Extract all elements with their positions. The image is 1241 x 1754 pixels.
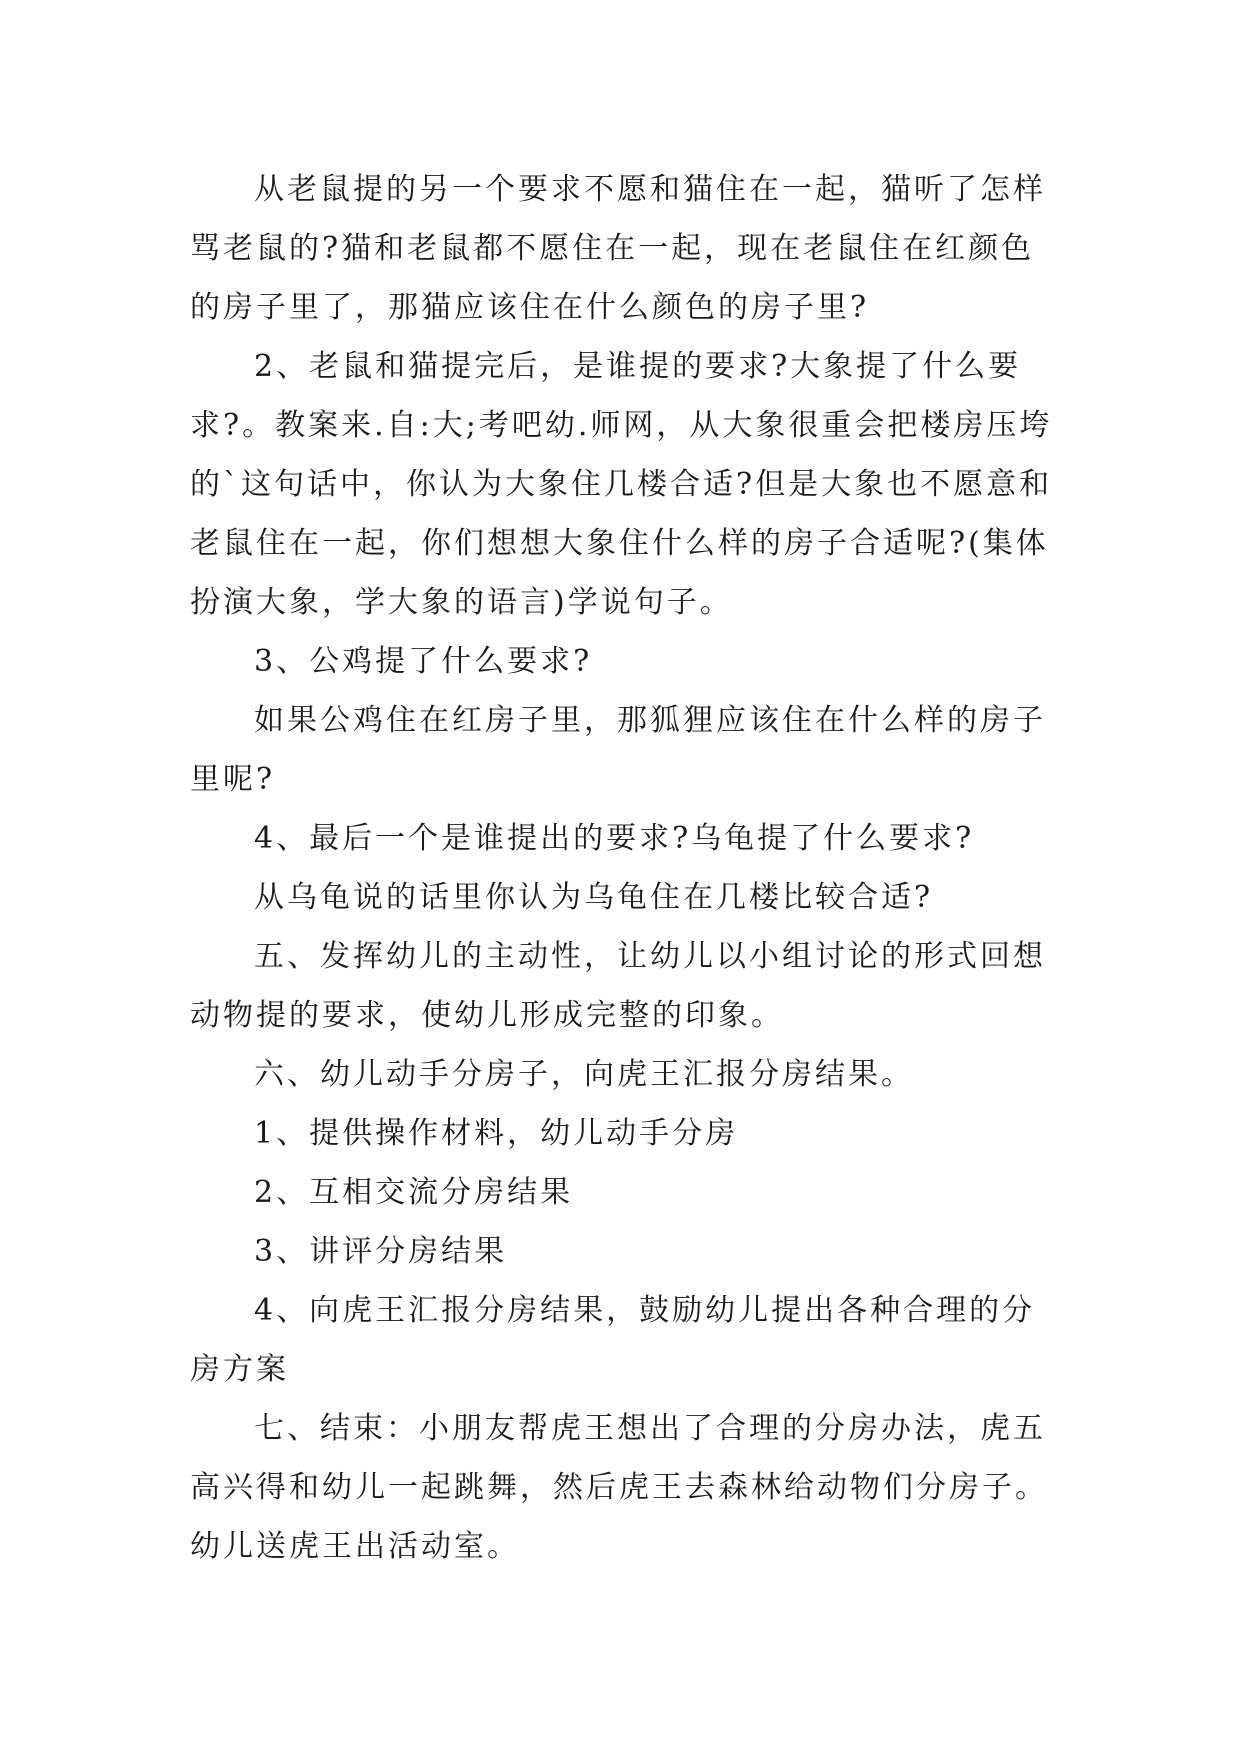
paragraph-4: 如果公鸡住在红房子里，那狐狸应该住在什么样的房子里呢? xyxy=(190,703,1046,797)
paragraph-3: 3、公鸡提了什么要求? xyxy=(254,644,593,679)
document-body xyxy=(190,160,1060,1576)
paragraph-12: 4、向虎王汇报分房结果，鼓励幼儿提出各种合理的分房方案 xyxy=(190,1293,1036,1387)
paragraph-10: 2、互相交流分房结果 xyxy=(254,1175,574,1210)
paragraph-7: 五、发挥幼儿的主动性，让幼儿以小组讨论的形式回想动物提的要求，使幼儿形成完整的印象。 xyxy=(190,939,1046,1033)
paragraph-1: 从老鼠提的另一个要求不愿和猫住在一起，猫听了怎样骂老鼠的?猫和老鼠都不愿住在一起，现在老鼠住在红颜色的房子里了，那猫应该住在什么颜色的房子里? xyxy=(190,172,1046,325)
paragraph-5: 4、最后一个是谁提出的要求?乌龟提了什么要求? xyxy=(254,821,975,856)
paragraph-11: 3、讲评分房结果 xyxy=(254,1234,508,1269)
paragraph-9: 1、提供操作材料，幼儿动手分房 xyxy=(254,1116,739,1151)
paragraph-8: 六、幼儿动手分房子，向虎王汇报分房结果。 xyxy=(254,1057,914,1092)
paragraph-6: 从乌龟说的话里你认为乌龟住在几楼比较合适? xyxy=(254,880,934,915)
paragraph-2: 2、老鼠和猫提完后，是谁提的要求?大象提了什么要求?。教案来.自:大;考吧幼.师网，从大象很重会把楼房压垮的`这句话中，你认为大象住几楼合适?但是大象也不愿意和老鼠住在一起，你们想想大象住什么样的房子合适呢?(集体扮演大象，学大象的语言)学说句子。 xyxy=(190,349,1053,620)
paragraph-13: 七、结束：小朋友帮虎王想出了合理的分房办法，虎五高兴得和幼儿一起跳舞，然后虎王去森林给动物们分房子。幼儿送虎王出活动室。 xyxy=(190,1411,1048,1564)
